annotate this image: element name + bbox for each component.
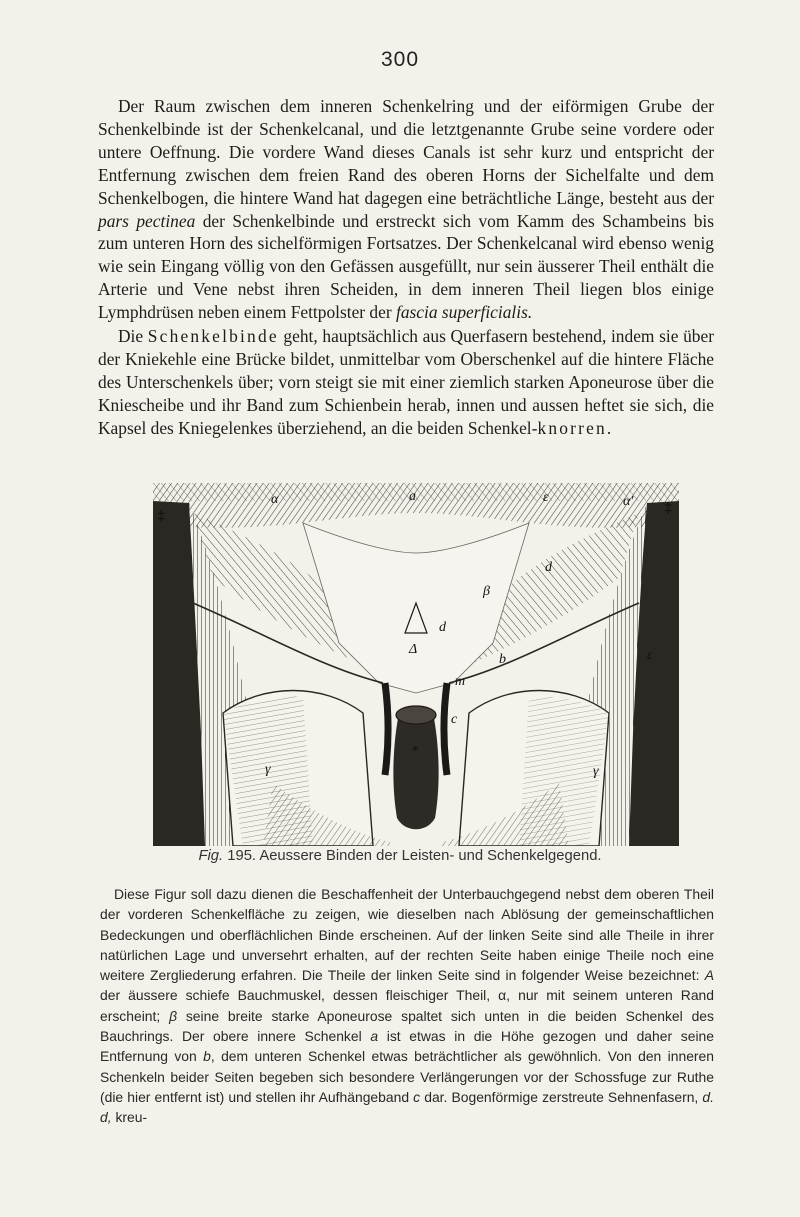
figure-label-c: c <box>451 712 458 727</box>
figure-illustration <box>153 483 679 846</box>
description-ref: a <box>370 1028 379 1045</box>
figure-label-a: a <box>409 489 416 504</box>
figure-label-beta: β <box>483 584 490 599</box>
paragraph-fascia-lata <box>98 325 714 440</box>
figure-caption-text: 195. Aeussere Binden der Leisten- und Schenkelgegend. <box>223 848 602 864</box>
figure-caption <box>0 848 800 864</box>
description-ref: A <box>704 967 714 984</box>
description-ref: c <box>413 1088 421 1105</box>
figure-label-gamma-right: γ <box>593 764 599 779</box>
figure-label-alpha: α <box>271 492 279 507</box>
paragraph-text: der Schenkelbinde und erstreckt sich vom Kamm des Schambeins bis zum unteren Horn des sichelförmigen Fortsatzes. Der Schenkelcanal wird ebenso wenig wie sein Eingang völlig von den Gefässen ausgefüllt, nur sein äusserer Theil enthält die Arterie und Vene nebst ihren Scheiden, in dem inneren Theil liegen blos einige Lymphdrüsen neben einem Fettpolster der <box>98 210 714 323</box>
figure-mark-double-dagger-left: ‡ <box>157 508 166 525</box>
description-text: ist etwas in die Höhe gezogen und daher seine Entfernung von <box>100 1028 714 1065</box>
figure-label-delta: Δ <box>409 642 418 657</box>
description-text: seine breite starke Aponeurose spaltet sich unten in die beiden Schenkel des Bauchrings. Der obere innere Schenkel <box>100 1007 714 1045</box>
figure-label-d-right: d <box>545 560 552 575</box>
description-ref: b <box>203 1048 211 1065</box>
anatomical-figure <box>153 483 679 846</box>
latin-term-pars-pectinea: pars pectinea <box>98 210 196 231</box>
paragraph-text: geht, hauptsächlich aus Querfasern bestehend, indem sie über der Kniekehle eine Brücke bildet, unmittelbar vom Oberschenkel auf die hintere Fläche des Unterschenkels über; vorn steigt sie mit einer ziemlich starken Aponeurose über die Kniescheibe und ihr Band zum Schienbein herab, innen und aussen heftet sie sich, die Kapsel des Kniegelenkes überziehend, an die beiden Schenkel- <box>98 326 714 438</box>
figure-description <box>100 884 714 1128</box>
figure-label-epsilon-top: ε <box>543 490 549 505</box>
figure-mark-double-dagger-right: ‡ <box>664 500 673 517</box>
description-ref: β <box>169 1007 177 1024</box>
emphasized-word-knorren: knorren. <box>537 417 614 438</box>
latin-term-fascia-superficialis: fascia superficialis. <box>395 302 533 323</box>
emphasized-term-schenkelbinde: Schenkelbinde <box>147 326 279 346</box>
figure-caption-label: Fig. <box>198 848 224 864</box>
figure-label-epsilon-right: ε <box>647 648 653 663</box>
figure-label-d-center: d <box>439 620 446 635</box>
figure-label-b: b <box>499 652 506 667</box>
description-text: Diese Figur soll dazu dienen die Beschaffenheit der Unterbauchgegend nebst dem oberen Theil der vorderen Schenkelfläche zu zeigen, wie dieselben nach Ablösung der gemeinschaftlichen Bedeckungen und oberflächlichen Binde erscheinen. Auf der linken Seite sind alle Theile in ihrer natürlichen Lage und unversehrt erhalten, auf der rechten Seite haben einige Theile noch eine weitere Zergliederung erfahren. Die Theile der linken Seite sind in folgender Weise bezeichnet: <box>100 886 714 984</box>
paragraph-femoral-canal <box>98 95 714 324</box>
description-text: kreu- <box>111 1109 148 1126</box>
description-ref: d. d, <box>100 1088 714 1126</box>
paragraph-text: Die <box>118 326 148 346</box>
description-text: dar. Bogenförmige zerstreute Sehnenfasern, <box>420 1088 703 1105</box>
paragraph-text: Der Raum zwischen dem inneren Schenkelring und der eiförmigen Grube der Schenkelbinde ist der Schenkelcanal, und die letztgenannte Grube seine vordere oder untere Oeffnung. Die vordere Wand dieses Canals ist sehr kurz und entspricht der Entfernung zwischen dem freien Rand des oberen Horns der Sichelfalte und dem Schenkelbogen, die hintere Wand hat dagegen eine beträchtliche Länge, besteht aus der <box>98 96 714 208</box>
figure-label-gamma-left: γ <box>265 762 271 777</box>
description-text: der äussere schiefe Bauchmuskel, dessen fleischiger Theil, α, nur mit seinem unteren Rand erscheint; <box>100 987 714 1024</box>
figure-label-alpha-prime: α' <box>623 494 634 509</box>
figure-label-m: m <box>455 674 466 689</box>
description-text: , dem unteren Schenkel etwas beträchtlicher als gewöhnlich. Von den inneren Schenkeln beider Seiten begeben sich besondere Verlängerungen vor der Schossfuge zur Ruthe (die hier entfernt ist) und stellen ihr Aufhängeband <box>100 1048 714 1105</box>
page-number: 300 <box>380 48 420 71</box>
figure-label-asterisk: * <box>411 744 418 759</box>
